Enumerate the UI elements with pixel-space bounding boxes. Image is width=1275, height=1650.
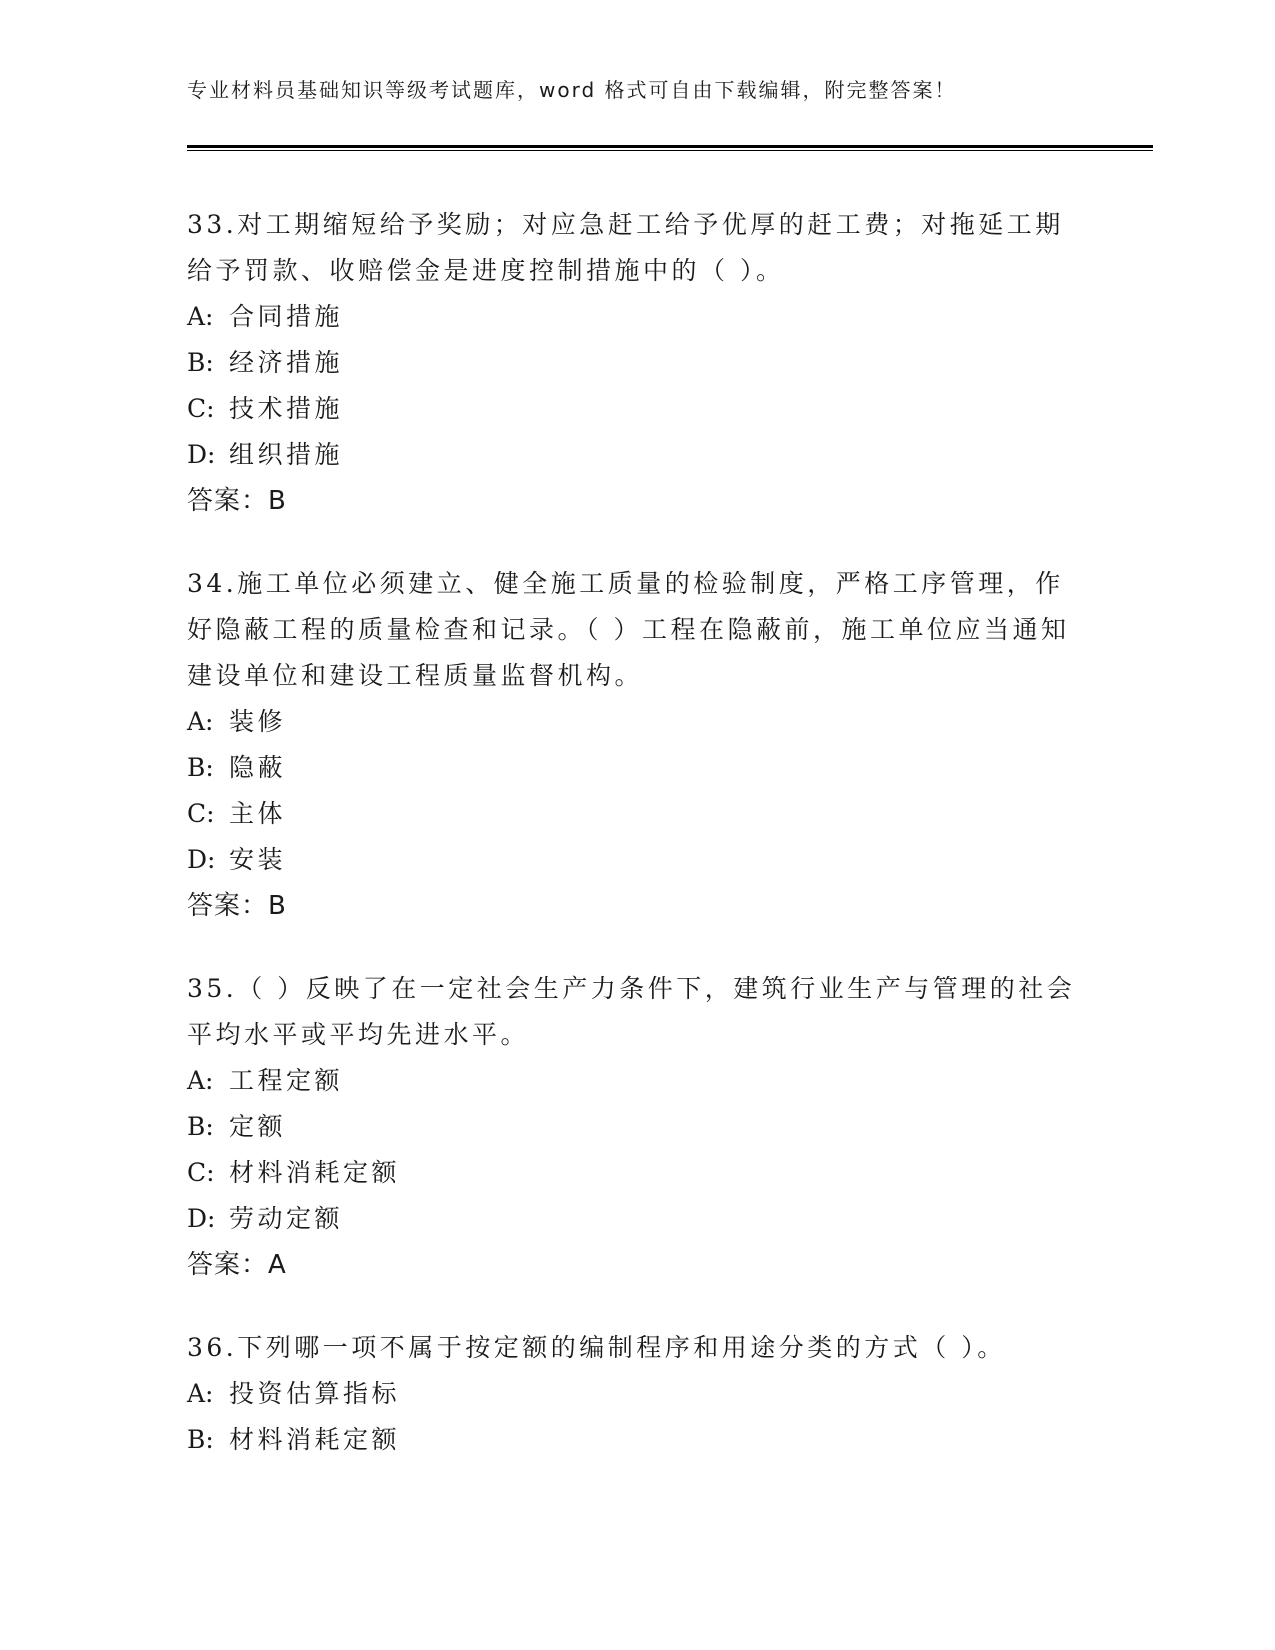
option-b (187, 745, 1077, 791)
option-c (187, 791, 1077, 837)
option-a (187, 1371, 1077, 1417)
option-text: 安装 (229, 845, 287, 874)
option-text: 装修 (229, 707, 287, 736)
option-text: 劳动定额 (229, 1204, 344, 1233)
header-divider-thick (187, 145, 1153, 148)
option-c (187, 386, 1077, 432)
option-letter: C: (187, 394, 215, 423)
question-list (187, 202, 1077, 1500)
option-letter: D: (187, 845, 216, 874)
question-36 (187, 1325, 1077, 1463)
question-stem: 36.下列哪一项不属于按定额的编制程序和用途分类的方式（ ）。 (187, 1333, 1006, 1362)
option-letter: D: (187, 440, 216, 469)
question-stem: 33.对工期缩短给予奖励；对应急赶工给予优厚的赶工费；对拖延工期给予罚款、收赔偿金是进度控制措施中的（ ）。 (187, 210, 1064, 285)
question-stem: 34.施工单位必须建立、健全施工质量的检验制度，严格工序管理，作好隐蔽工程的质量检查和记录。（ ）工程在隐蔽前，施工单位应当通知建设单位和建设工程质量监督机构。 (187, 569, 1070, 690)
option-letter: B: (187, 1425, 214, 1454)
option-letter: A: (187, 1066, 214, 1095)
option-text: 主体 (229, 799, 287, 828)
option-a (187, 294, 1077, 340)
answer-line: 答案：A (187, 1250, 287, 1280)
option-d (187, 432, 1077, 478)
option-text: 投资估算指标 (229, 1379, 401, 1408)
option-text: 组织措施 (229, 440, 344, 469)
option-letter: B: (187, 753, 214, 782)
answer-line: 答案：B (187, 486, 287, 516)
option-letter: C: (187, 1158, 215, 1187)
option-text: 定额 (229, 1112, 287, 1141)
option-c (187, 1150, 1077, 1196)
question-stem: 35.（ ）反映了在一定社会生产力条件下，建筑行业生产与管理的社会平均水平或平均先进水平。 (187, 974, 1076, 1049)
option-d (187, 837, 1077, 883)
question-35 (187, 966, 1077, 1288)
option-letter: A: (187, 1379, 214, 1408)
option-text: 材料消耗定额 (229, 1425, 401, 1454)
option-text: 工程定额 (229, 1066, 344, 1095)
option-b (187, 1104, 1077, 1150)
option-letter: B: (187, 348, 214, 377)
option-letter: A: (187, 707, 214, 736)
option-a (187, 699, 1077, 745)
option-letter: B: (187, 1112, 214, 1141)
option-text: 材料消耗定额 (229, 1158, 401, 1187)
question-33 (187, 202, 1077, 524)
option-letter: D: (187, 1204, 216, 1233)
option-text: 经济措施 (229, 348, 344, 377)
question-34 (187, 561, 1077, 929)
option-letter: C: (187, 799, 215, 828)
option-a (187, 1058, 1077, 1104)
option-text: 技术措施 (229, 394, 344, 423)
option-text: 合同措施 (229, 302, 344, 331)
option-d (187, 1196, 1077, 1242)
option-b (187, 1417, 1077, 1463)
header-divider-thin (187, 150, 1153, 151)
option-b (187, 340, 1077, 386)
answer-line: 答案：B (187, 891, 287, 921)
document-header: 专业材料员基础知识等级考试题库，word 格式可自由下载编辑，附完整答案！ (187, 78, 957, 102)
option-text: 隐蔽 (229, 753, 287, 782)
option-letter: A: (187, 302, 214, 331)
